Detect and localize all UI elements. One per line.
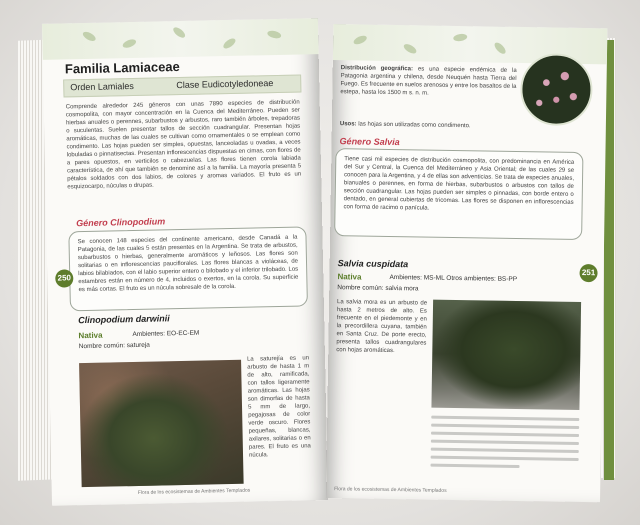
common-name-label: Nombre común: salvia mora [337, 284, 419, 293]
right-page [326, 24, 607, 502]
distribution-text: es una especie endémica de la Patagonia argentina y chilena, desde Neuquén hasta Tierra del Fuego. Es frecuente en suelos arenosos y entre los basaltos de la estepa, hasta los 1500 m s. n. m. [340, 66, 517, 97]
flower-circle-photo [520, 53, 593, 126]
page-number: 251 [579, 264, 597, 282]
ambientes-label: Ambientes: EO-EC-EM [132, 329, 200, 339]
nativa-text: Nativa [337, 272, 362, 282]
species-photo [79, 360, 244, 487]
ambientes-label: Ambientes: MS-ML Otros ambientes: BS-PP [389, 273, 518, 283]
family-description: Comprende alrededor 245 géneros con unas 7890 especies de distribución cosmopolita, con mayor concentración en la Cuenca del Mediterráneo. Pueden ser hierbas anuales o perennes, subarbustos y arbustos, raro también árboles, trepadoras o suculentas. Suelen presentar tallos de sección cuadrangular. Presentan hojas aromáticas, muchas de las cuales se cultivan como ornamentales o se emplean como condimento. Las hojas pueden ser simples, opuestas, lanceoladas u ovadas, a veces lobuladas o pinnatisectas. Presentan inflorescencias dispuestas en cimas, con flores de a pares opuestos, en verticilos o cabezuelas. Las flores tienen corola labiada característica, de ahí que también se denomine así a la familia. La mayoría presenta 5 pétalos soldados con dos labios, de colores y aromas variados. El fruto es un esquizocarpo, núculas o drupas. [65, 99, 302, 191]
species-name: Clinopodium darwinii [78, 313, 170, 326]
distribution-heading: Distribución geográfica: [340, 65, 414, 73]
family-title: Familia Lamiaceae [64, 59, 180, 77]
genus-heading: Género Clinopodium [76, 216, 166, 229]
status-label [78, 331, 102, 341]
left-page [42, 18, 328, 506]
order-label: Orden Lamiales [70, 80, 134, 93]
text-lines [430, 416, 579, 474]
status-label [337, 272, 361, 281]
species-name: Salvia cuspidata [337, 258, 409, 270]
page-footer: Flora de los ecosistemas de Ambientes Templados [137, 487, 251, 496]
page-number: 250 [55, 269, 73, 287]
common-name-label: Nombre común: satureja [78, 341, 150, 351]
uses-heading: Usos: [339, 121, 357, 128]
species-description: La saturejía es un arbusto de hasta 1 m de alto, ramificada, con tallos ligeramente aromáticas. Las hojas son dimorfas de hasta 5 mm de largo, pegajosas de color verde oscuro. Flores pequeñas, blancas, axilares, solitarias o en pares. El fruto es una núcula. [246, 355, 311, 459]
page-footer: Flora de los ecosistemas de Ambientes Templados [334, 486, 447, 494]
distribution-block [340, 64, 517, 117]
genus-description: Tiene casi mil especies de distribución cosmopolita, con predominancia en América del Sur y Central, la Cuenca del Mediterráneo y Asia Oriental; de las cuales 29 se conocen para la Argentina, y 4 de ellas son adventicias. Se trata de especies anuales, bianuales o perennes, en forma de hierbas, subarbustos o arbustos con tallos de sección cuadrangular. Las hojas pueden ser simples o pinnadas, con borde entero o dentado, en general cubiertas de tricomas. Las flores se disponen en inflorescencias con forma de racimo o panícula. [343, 156, 575, 212]
species-description: La salvia mora es un arbusto de hasta 2 metros de alto. Es frecuente en el piedemonte y en la precordillera cuyana, también en Santa Cruz. De porte erecto, presenta tallos cuadrangulares con hojas aromáticas. [336, 299, 428, 355]
leaf-decoration-band [42, 18, 319, 60]
uses-text: las hojas son utilizadas como condimento. [358, 121, 471, 130]
genus-box [334, 148, 583, 240]
taxonomy-bar [63, 74, 301, 97]
species-photo [431, 300, 581, 410]
nativa-text: Nativa [78, 330, 103, 341]
genus-heading: Género Salvia [339, 136, 400, 148]
genus-box [68, 226, 308, 311]
uses-block [340, 120, 516, 131]
genus-description: Se conocen 148 especies del continente americano, desde Canadá a la Patagonia, de las cuales 5 están presentes en la Argentina. Se trata de arbustos, subarbustos o hierbas, generalmente aromáticos y leñosos. Las flores son solitarias o en inflorescencias pauciflorales. Las flores blancas a violáceas, de labios bilabiados, con el labio superior entero o bilobado y el inferior trilobado. Los estambres están en número de 4, incluidos o exertos, en la corola. Su superficie es más cortas. El fruto es un núcula sobresale de la corola. [77, 234, 299, 294]
class-label: Clase Eudicotyledoneae [176, 78, 274, 91]
